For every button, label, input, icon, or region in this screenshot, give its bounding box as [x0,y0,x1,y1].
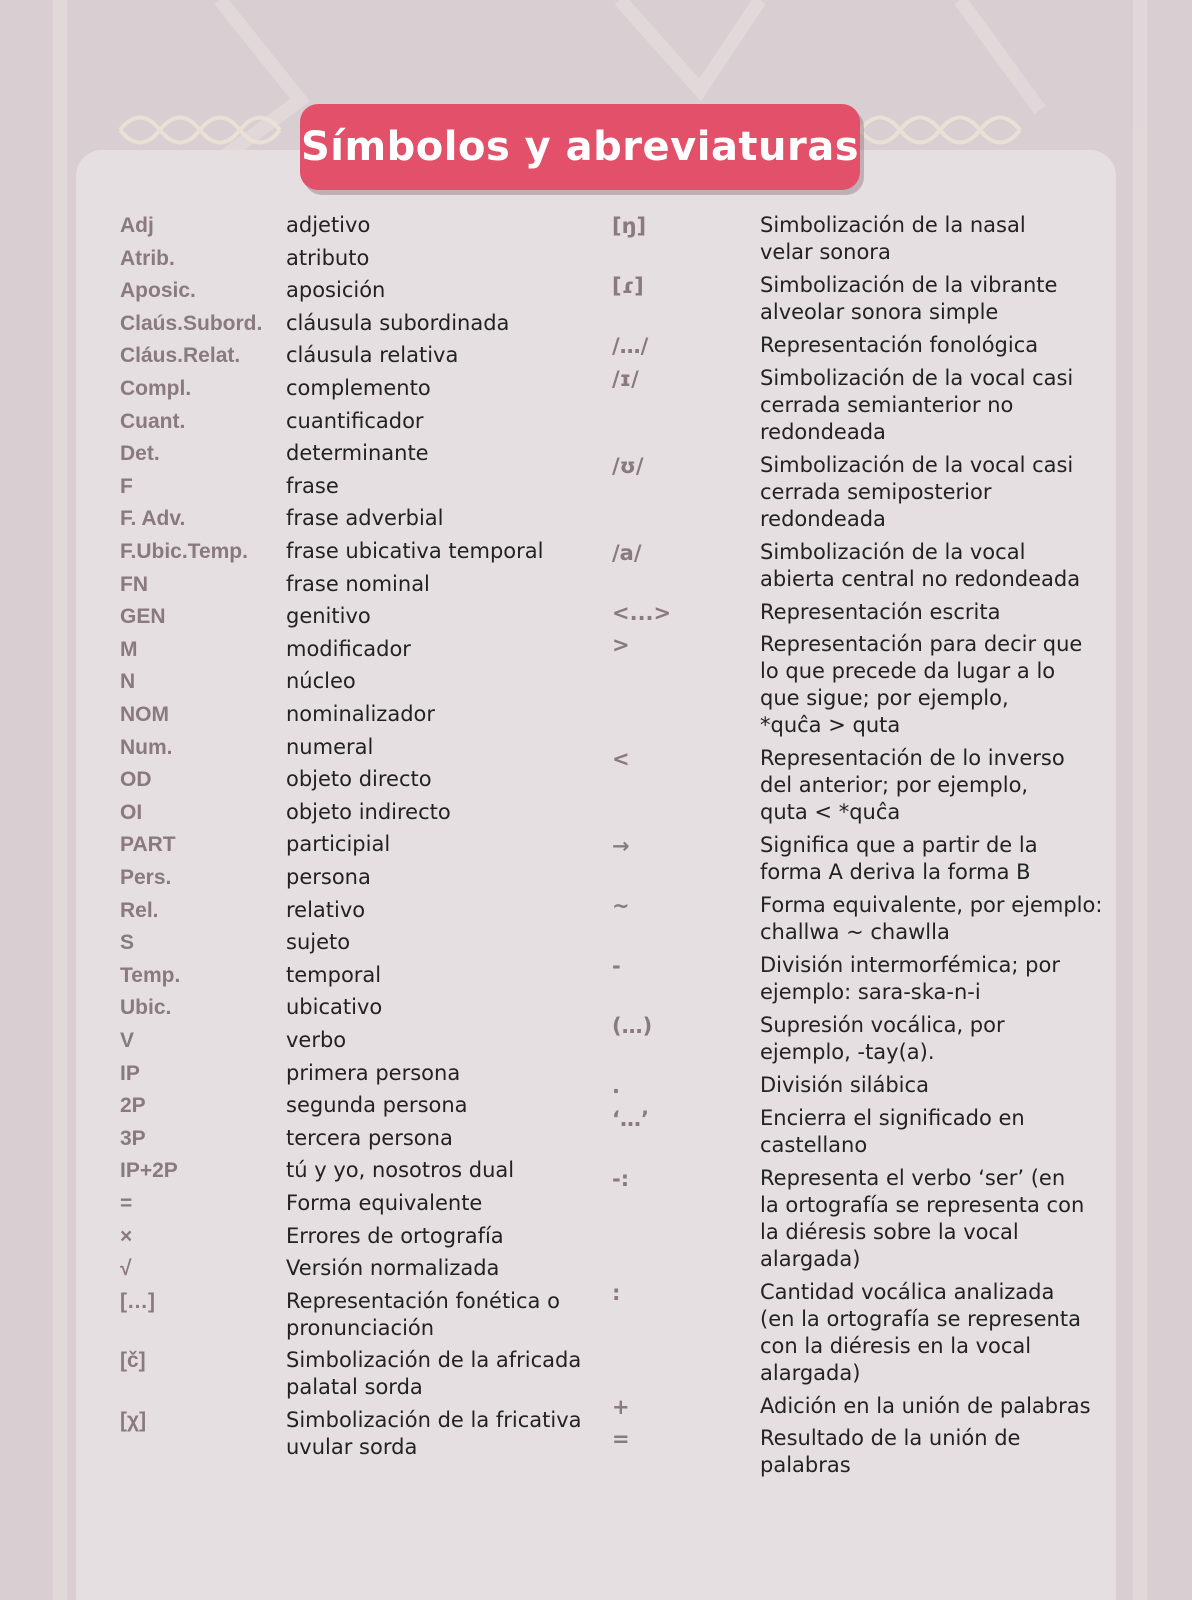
symbol-term: /…/ [612,334,649,358]
abbreviation-definition: aposición [286,278,386,303]
abbreviation-term: [č] [120,1349,146,1373]
abbreviation-definition: nominalizador [286,702,435,726]
symbol-term: /ɪ/ [612,366,639,391]
symbol-term: <...> [612,600,672,625]
abbreviation-term: Pers. [120,866,172,889]
abbreviation-term: 2P [120,1094,146,1118]
abbreviation-definition: primera persona [286,1060,461,1085]
symbol-term: → [612,834,630,859]
symbol-definition: Representación de lo inverso del anterior; por ejemplo, quta < *quĉa [760,746,1065,825]
symbol-definition: División intermorfémica; por ejemplo: sara-ska-n-i [760,953,1060,1005]
symbol-definition: Representación fonológica [760,333,1039,357]
symbol-definition: Simbolización de la nasal velar sonora [760,213,1026,264]
abbreviation-definition: tercera persona [286,1125,453,1150]
symbol-definition: Significa que a partir de la forma A deriva la forma B [760,833,1038,885]
symbol-definition: Supresión vocálica, por ejemplo, -tay(a). [760,1013,1005,1065]
abbreviation-definition: Simbolización de la fricativa uvular sorda [286,1408,582,1459]
abbreviation-term: GEN [120,605,166,629]
abbreviation-definition: atributo [286,245,370,270]
abbreviation-definition: Forma equivalente [286,1191,483,1215]
symbol-term: = [612,1427,630,1452]
abbreviation-term: = [120,1192,133,1215]
symbol-term: < [612,747,630,772]
symbol-definition: Encierra el significado en castellano [760,1105,1025,1157]
abbreviation-definition: núcleo [286,669,356,694]
abbreviation-term: […] [120,1289,155,1313]
abbreviation-term: F.Ubic.Temp. [120,540,248,563]
abbreviation-term: Atrib. [120,246,175,270]
symbol-definition: Adición en la unión de palabras [760,1393,1091,1418]
abbreviation-definition: determinante [286,441,429,466]
symbol-definition: Representación para decir que lo que precede da lugar a lo que sigue; por ejemplo, *quĉa > quta [760,632,1083,738]
abbreviation-definition: genitivo [286,604,371,629]
symbol-definition: Representa el verbo ‘ser’ (en la ortografía se representa con la diéresis sobre la vocal alargada) [760,1165,1085,1271]
abbreviation-term: F. Adv. [120,507,186,531]
abbreviation-term: Cuant. [120,409,186,433]
symbol-definition: Forma equivalente, por ejemplo: challwa ~ chawlla [760,893,1103,945]
abbreviation-definition: frase ubicativa temporal [286,539,544,563]
abbreviation-definition: temporal [286,962,382,987]
abbreviation-definition: segunda persona [286,1093,468,1118]
abbreviation-definition: cuantificador [286,408,424,433]
abbreviation-term: IP [120,1061,140,1085]
abbreviation-term: V [120,1029,135,1052]
page-title: Símbolos y abreviaturas [300,124,860,170]
abbreviation-definition: cláusula relativa [286,343,459,368]
abbreviation-definition: adjetivo [286,213,371,237]
abbreviation-term: Adj [120,214,154,237]
symbol-term: [ɾ] [612,274,644,298]
abbreviation-definition: frase nominal [286,571,430,596]
symbol-term: (…) [612,1014,653,1039]
abbreviation-term: OD [120,768,152,792]
title-banner [300,104,860,190]
abbreviation-definition: complemento [286,376,431,400]
symbol-term: - [612,954,621,979]
abbreviation-term: FN [120,572,148,596]
abbreviation-term: Claús.Subord. [120,311,263,335]
abbreviation-definition: Simbolización de la africada palatal sorda [286,1348,582,1400]
abbreviation-term: Rel. [120,898,159,922]
abbreviation-term: NOM [120,703,169,726]
abbreviation-term: N [120,670,136,694]
abbreviation-term: F [120,474,133,498]
symbol-term: > [612,633,630,658]
symbol-term: + [612,1394,630,1419]
abbreviation-term: IP+2P [120,1159,178,1183]
abbreviation-term: M [120,637,138,661]
symbol-term: [ŋ] [612,214,647,238]
abbreviation-definition: relativo [286,897,366,922]
abbreviation-definition: frase [286,473,339,498]
abbreviation-term: Compl. [120,377,192,400]
abbreviation-definition: Errores de ortografía [286,1223,504,1248]
abbreviation-term: Num. [120,735,173,759]
symbol-term: /a/ [612,540,642,565]
symbol-term: ~ [612,894,630,919]
abbreviation-definition: numeral [286,734,374,759]
abbreviation-definition: Versión normalizada [286,1256,500,1281]
abbreviation-definition: ubicativo [286,995,383,1020]
abbreviation-definition: cláusula subordinada [286,310,510,335]
abbreviation-term: √ [120,1257,132,1281]
symbol-term: : [612,1280,621,1305]
symbol-term: /ʊ/ [612,453,644,478]
abbreviation-term: Cláus.Relat. [120,344,241,368]
abbreviation-term: × [120,1224,133,1248]
symbol-term: . [612,1074,620,1099]
symbol-definition: Simbolización de la vocal casi cerrada semiposterior redondeada [760,452,1074,531]
symbol-definition: Simbolización de la vocal abierta central no redondeada [760,539,1081,591]
abbreviation-definition: tú y yo, nosotros dual [286,1158,515,1183]
abbreviation-term: [χ] [120,1409,147,1432]
symbol-definition: Cantidad vocálica analizada (en la ortografía se representa con la diéresis en la vocal alargada) [760,1279,1081,1385]
abbreviation-term: PART [120,833,176,857]
symbol-definition: Simbolización de la vocal casi cerrada semianterior no redondeada [760,365,1074,444]
abbreviation-term: OI [120,800,143,824]
symbol-definition: Representación escrita [760,599,1001,624]
abbreviation-term: Det. [120,442,160,466]
symbol-term: -: [612,1166,630,1191]
abbreviation-definition: objeto indirecto [286,799,451,824]
abbreviation-definition: frase adverbial [286,506,444,531]
symbol-definition: Resultado de la unión de palabras [760,1426,1021,1478]
abbreviation-definition: modificador [286,636,411,661]
abbreviation-definition: objeto directo [286,767,432,792]
symbol-term: ‘…’ [612,1106,649,1131]
symbol-definition: División silábica [760,1073,929,1098]
abbreviation-term: 3P [120,1126,146,1150]
abbreviation-definition: persona [286,865,371,889]
abbreviation-term: S [120,931,135,955]
abbreviation-term: Ubic. [120,996,172,1020]
abbreviation-term: Temp. [120,963,181,987]
abbreviation-definition: participial [286,832,391,857]
symbol-definition: Simbolización de la vibrante alveolar sonora simple [760,273,1058,324]
abbreviation-definition: verbo [286,1028,347,1052]
abbreviation-term: Aposic. [120,279,196,303]
abbreviation-definition: Representación fonética o pronunciación [286,1288,560,1340]
abbreviation-definition: sujeto [286,930,351,955]
